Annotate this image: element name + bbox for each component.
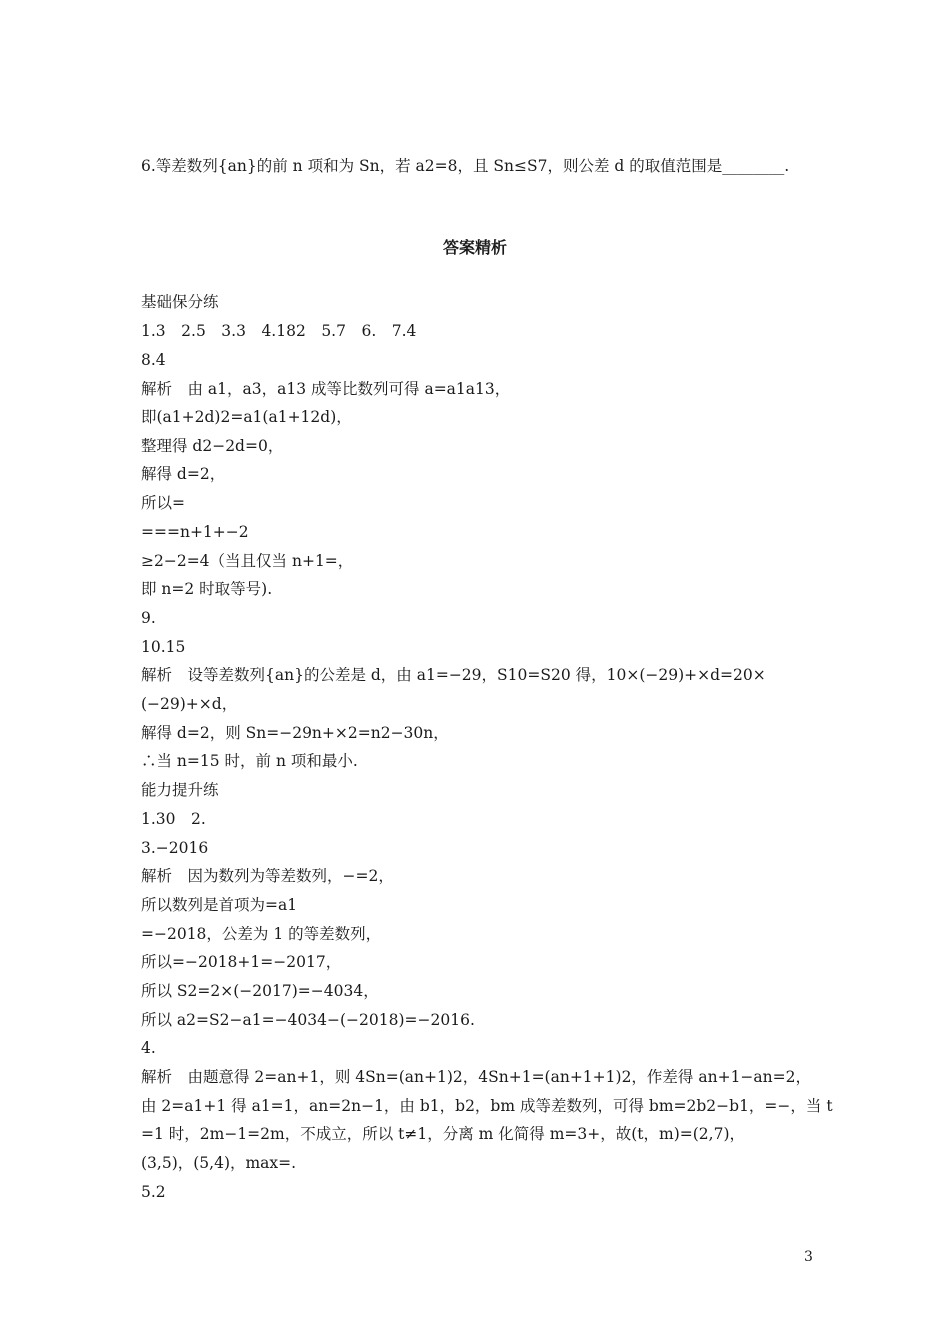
answer-line: 8.4 [141, 351, 166, 369]
answer-line: =1 时，2m−1=2m，不成立，所以 t≠1，分离 m 化简得 m=3+，故(t，m)=(2,7)， [141, 1125, 746, 1143]
question-6: 6.等差数列{an}的前 n 项和为 Sn，若 a2=8，且 Sn≤S7，则公差 d 的取值范围是________. [141, 157, 790, 175]
answer-line: =−2018，公差为 1 的等差数列， [141, 925, 382, 943]
answer-line: 所以= [141, 494, 185, 512]
answer-line: (3,5)，(5,4)，max=. [141, 1154, 297, 1172]
section-heading-advanced: 能力提升练 [141, 781, 219, 799]
answer-line: ≥2−2=4（当且仅当 n+1=， [141, 552, 354, 570]
answer-line: 解得 d=2，则 Sn=−29n+×2=n2−30n， [141, 724, 449, 742]
answer-line: 即 n=2 时取等号). [141, 580, 273, 598]
answer-line: 由 2=a1+1 得 a1=1，an=2n−1，由 b1，b2，bm 成等差数列，可得 bm=2b2−b1，=−，当 t [141, 1097, 833, 1115]
answer-line: 解析 由 a1，a3，a13 成等比数列可得 a=a1a13， [141, 380, 511, 398]
answer-line: 所以=−2018+1=−2017， [141, 953, 342, 971]
answer-line: 10.15 [141, 638, 186, 656]
answer-section-title: 答案精析 [442, 238, 507, 257]
answer-line: 解得 d=2， [141, 465, 226, 483]
answer-line: 3.−2016 [141, 839, 209, 857]
answer-line: 9. [141, 609, 156, 627]
answer-line: 所以 S2=2×(−2017)=−4034， [141, 982, 379, 1000]
answer-line: 解析 因为数列为等差数列，−=2， [141, 867, 394, 885]
answer-line: 整理得 d2−2d=0， [141, 437, 284, 455]
answer-line: 4. [141, 1039, 156, 1057]
page-number: 3 [804, 1249, 813, 1265]
answer-line: 所以数列是首项为=a1 [141, 896, 298, 914]
section-heading-basic: 基础保分练 [141, 293, 219, 311]
answer-line: 解析 由题意得 2=an+1，则 4Sn=(an+1)2，4Sn+1=(an+1+1)2，作差得 an+1−an=2， [141, 1068, 811, 1086]
answer-line: ===n+1+−2 [141, 523, 249, 541]
answer-line: 1.30 2. [141, 810, 206, 828]
answer-line: 所以 a2=S2−a1=−4034−(−2018)=−2016. [141, 1011, 475, 1029]
answer-line: ∴当 n=15 时，前 n 项和最小. [141, 752, 358, 770]
answer-line: 5.2 [141, 1183, 166, 1201]
answer-line: (−29)+×d， [141, 695, 238, 713]
answer-line: 即(a1+2d)2=a1(a1+12d)， [141, 408, 352, 426]
answer-line: 1.3 2.5 3.3 4.182 5.7 6. 7.4 [141, 322, 417, 340]
answer-line: 解析 设等差数列{an}的公差是 d，由 a1=−29，S10=S20 得，10×(−29)+×d=20× [141, 666, 766, 684]
